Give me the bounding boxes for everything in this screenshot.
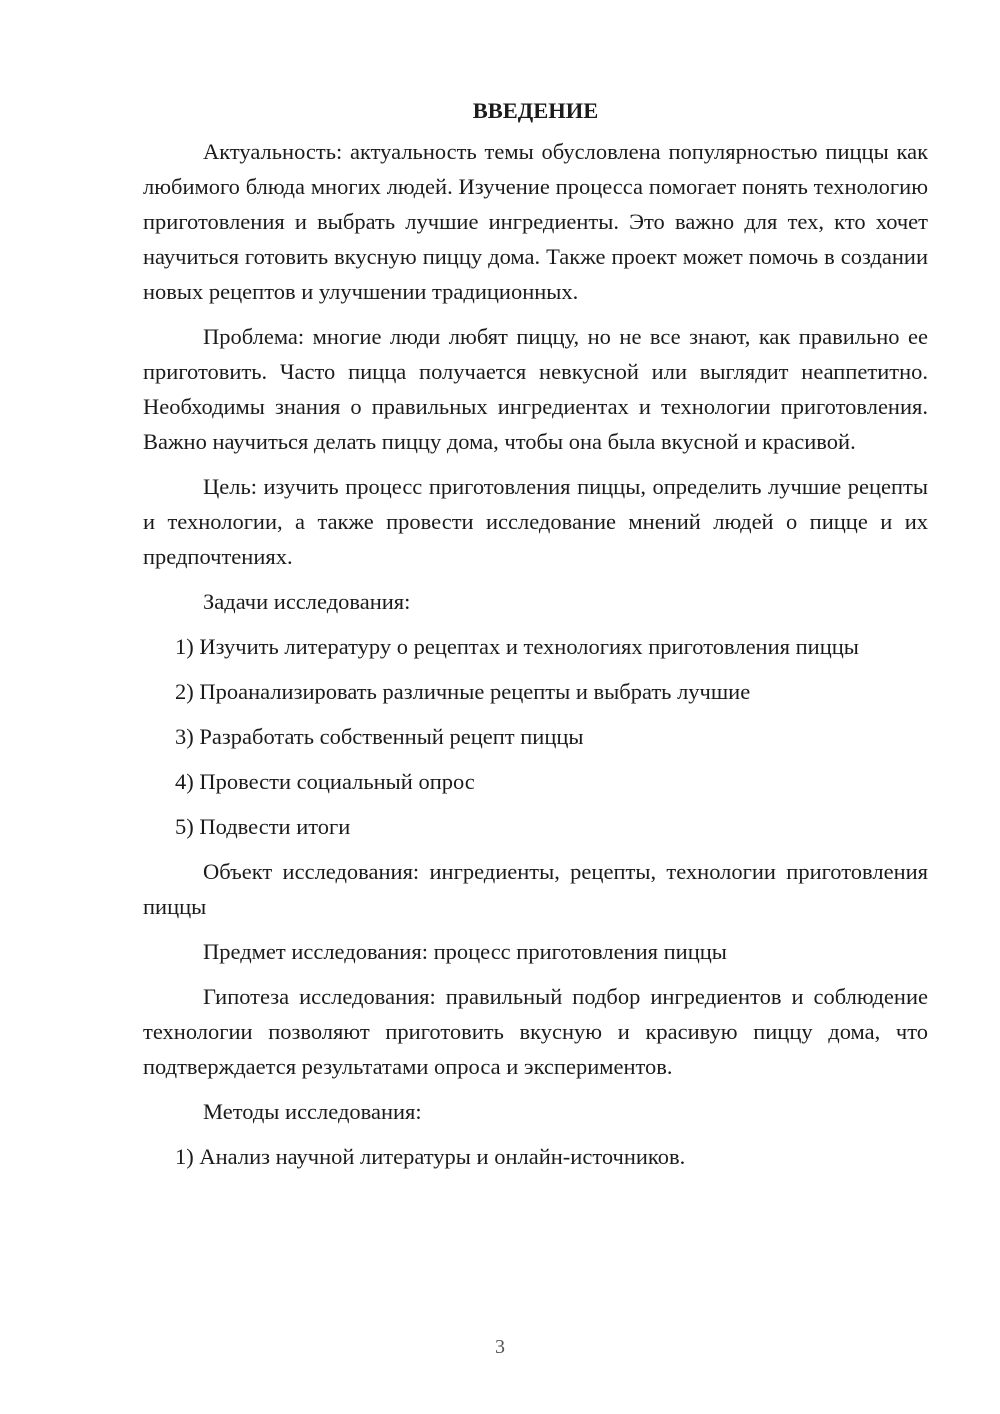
paragraph-problem: Проблема: многие люди любят пиццу, но не все знают, как правильно ее приготовить. Часто пицца получается невкусной или выглядит неаппетитно. Необходимы знания о правильных ингредиентах и технологии приготовления. Важно научиться делать пиццу дома, чтобы она была вкусной и красивой. bbox=[143, 324, 928, 454]
task-item-2: 2) Проанализировать различные рецепты и выбрать лучшие bbox=[175, 679, 751, 704]
task-item-5: 5) Подвести итоги bbox=[175, 814, 351, 839]
task-item-3: 3) Разработать собственный рецепт пиццы bbox=[175, 724, 584, 749]
page-number: 3 bbox=[495, 1336, 505, 1358]
section-title: ВВЕДЕНИЕ bbox=[472, 98, 599, 123]
tasks-heading: Задачи исследования: bbox=[203, 589, 411, 614]
paragraph-goal: Цель: изучить процесс приготовления пиццы, определить лучшие рецепты и технологии, а также провести исследование мнений людей о пицце и их предпочтениях. bbox=[143, 474, 928, 569]
paragraph-subject: Предмет исследования: процесс приготовления пиццы bbox=[203, 939, 727, 964]
page-content bbox=[143, 96, 928, 1184]
method-item-1: 1) Анализ научной литературы и онлайн-источников. bbox=[175, 1144, 686, 1169]
methods-heading: Методы исследования: bbox=[203, 1099, 422, 1124]
task-item-4: 4) Провести социальный опрос bbox=[175, 769, 475, 794]
paragraph-hypothesis: Гипотеза исследования: правильный подбор ингредиентов и соблюдение технологии позволяют приготовить вкусную и красивую пиццу дома, что подтверждается результатами опроса и экспериментов. bbox=[143, 984, 928, 1079]
paragraph-relevance: Актуальность: актуальность темы обусловлена популярностью пиццы как любимого блюда многих людей. Изучение процесса помогает понять технологию приготовления и выбрать лучшие ингредиенты. Это важно для тех, кто хочет научиться готовить вкусную пиццу дома. Также проект может помочь в создании новых рецептов и улучшении традиционных. bbox=[143, 139, 928, 304]
paragraph-object: Объект исследования: ингредиенты, рецепты, технологии приготовления пиццы bbox=[143, 859, 928, 919]
task-item-1: 1) Изучить литературу о рецептах и технологиях приготовления пиццы bbox=[175, 634, 859, 659]
